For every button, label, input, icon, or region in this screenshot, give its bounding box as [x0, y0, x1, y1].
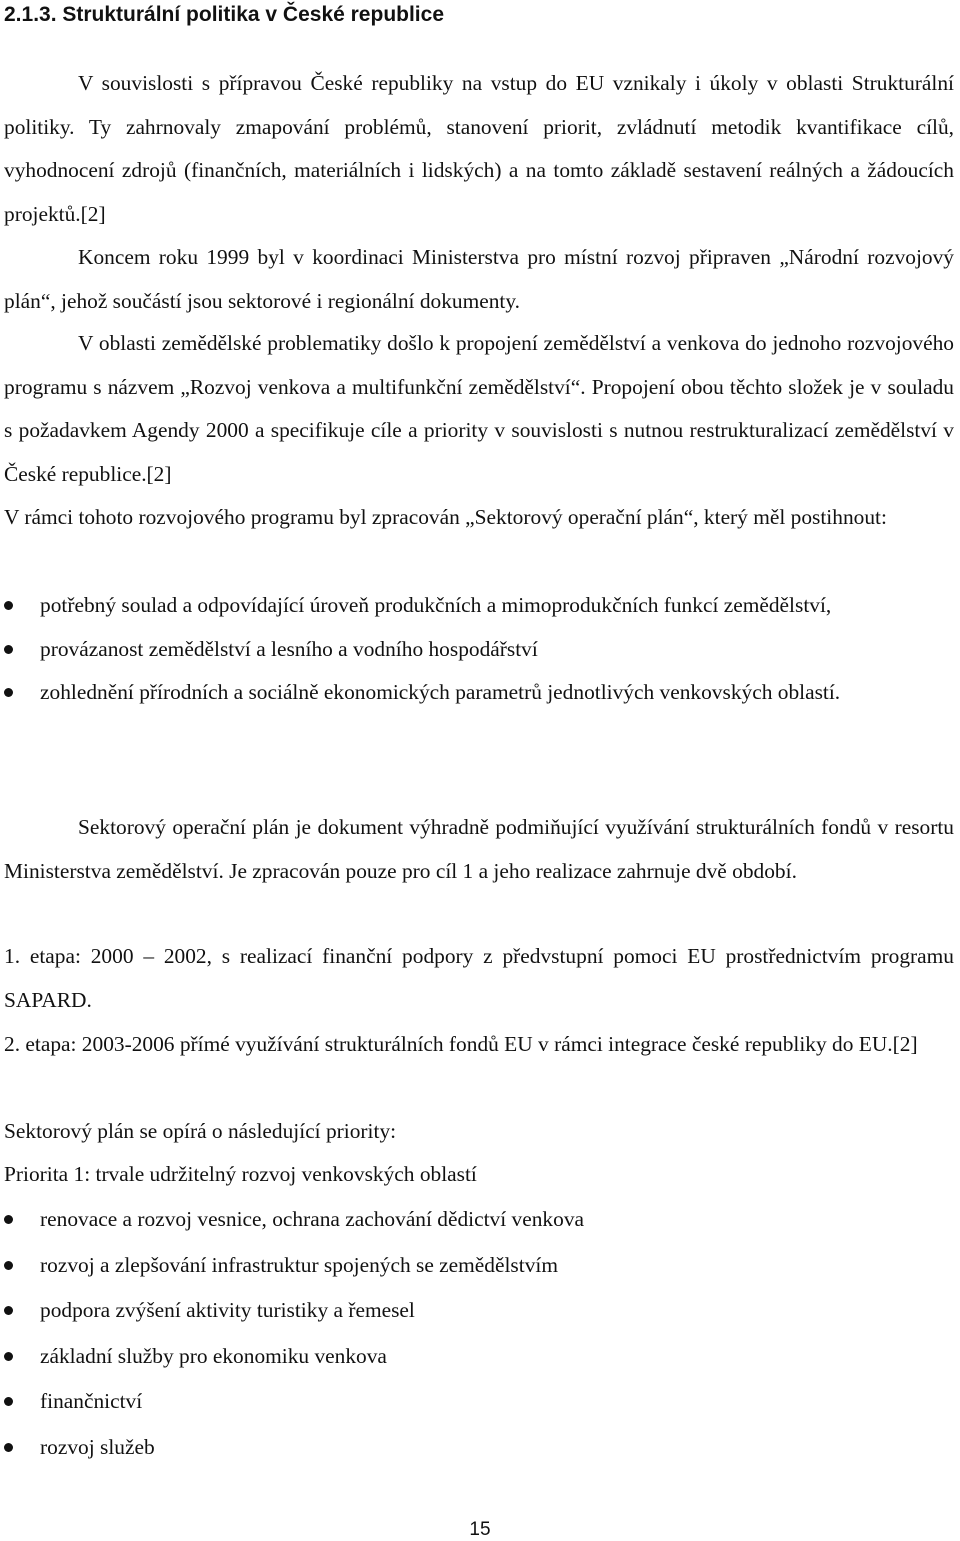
priority-1-title: Priorita 1: trvale udržitelný rozvoj venkovských oblastí	[4, 1162, 477, 1186]
bullet-icon	[4, 645, 13, 654]
bullet-icon	[4, 1397, 13, 1406]
paragraph-sector-plan-intro: V rámci tohoto rozvojového programu byl zpracován „Sektorový operační plán“, který měl postihnout:	[4, 505, 887, 529]
list-item-text: provázanost zemědělství a lesního a vodního hospodářství	[40, 636, 538, 661]
paragraph-priorities-intro: Sektorový plán se opírá o následující priority:	[4, 1119, 397, 1143]
paragraph-national-plan: Koncem roku 1999 byl v koordinaci Ministerstva pro místní rozvoj připraven „Národní rozvojový plán“, jehož součástí jsou sektorové i regionální dokumenty.	[4, 245, 954, 313]
list-item-text: potřebný soulad a odpovídající úroveň produkčních a mimoprodukčních funkcí zemědělství,	[40, 593, 832, 617]
page-number: 15	[469, 1519, 491, 1540]
list-item-text: základní služby pro ekonomiku venkova	[40, 1343, 387, 1368]
list-item-text: renovace a rozvoj vesnice, ochrana zachování dědictví venkova	[40, 1207, 585, 1231]
paragraph-stage-2: 2. etapa: 2003-2006 přímé využívání strukturálních fondů EU v rámci integrace české republiky do EU.[2]	[4, 1032, 918, 1056]
list-item	[0, 671, 956, 715]
bullet-icon	[4, 1443, 13, 1452]
section-heading: 2.1.3. Strukturální politika v České republice	[4, 3, 444, 26]
list-item-text: finančnictví	[40, 1389, 143, 1413]
list-item	[0, 584, 956, 628]
list-item	[0, 1197, 956, 1243]
paragraph-stage-1: 1. etapa: 2000 – 2002, s realizací finanční podpory z předvstupní pomoci EU prostřednictvím programu SAPARD.	[4, 944, 954, 1012]
priority-1-list	[0, 1197, 956, 1470]
bullet-icon	[4, 1261, 13, 1270]
paragraph-agriculture: V oblasti zemědělské problematiky došlo k propojení zemědělství a venkova do jednoho rozvojového programu s názvem „Rozvoj venkova a multifunkční zemědělství“. Propojení obou těchto složek je v souladu s požadavkem Agendy 2000 a specifikuje cíle a priority v souvislosti s nutnou restrukturalizací zemědělství v České republice.[2]	[4, 331, 954, 486]
bullet-icon	[4, 601, 13, 610]
list-item	[0, 1243, 956, 1289]
goals-list	[0, 584, 956, 715]
list-item	[0, 628, 956, 672]
list-item-text: podpora zvýšení aktivity turistiky a řemesel	[40, 1298, 415, 1322]
paragraph-preparation: V souvislosti s přípravou České republiky na vstup do EU vznikaly i úkoly v oblasti Strukturální politiky. Ty zahrnovaly zmapování problémů, stanovení priorit, zvládnutí metodik kvantifikace cílů, vyhodnocení zdrojů (finančních, materiálních i lidských) a na tomto základě sestavení reálných a žádoucích projektů.[2]	[4, 71, 954, 226]
paragraph-sector-plan-definition: Sektorový operační plán je dokument výhradně podmiňující využívání strukturálních fondů v resortu Ministerstva zemědělství. Je zpracován pouze pro cíl 1 a jeho realizace zahrnuje dvě období.	[4, 815, 954, 883]
list-item-text: rozvoj a zlepšování infrastruktur spojených se zemědělstvím	[40, 1252, 558, 1277]
bullet-icon	[4, 1352, 13, 1361]
bullet-icon	[4, 688, 13, 697]
list-item-text: rozvoj služeb	[40, 1434, 155, 1459]
bullet-icon	[4, 1215, 13, 1224]
list-item	[0, 1334, 956, 1380]
list-item	[0, 1379, 956, 1425]
list-item	[0, 1288, 956, 1334]
list-item	[0, 1425, 956, 1471]
list-item-text: zohlednění přírodních a sociálně ekonomických parametrů jednotlivých venkovských oblastí.	[40, 680, 841, 704]
bullet-icon	[4, 1306, 13, 1315]
